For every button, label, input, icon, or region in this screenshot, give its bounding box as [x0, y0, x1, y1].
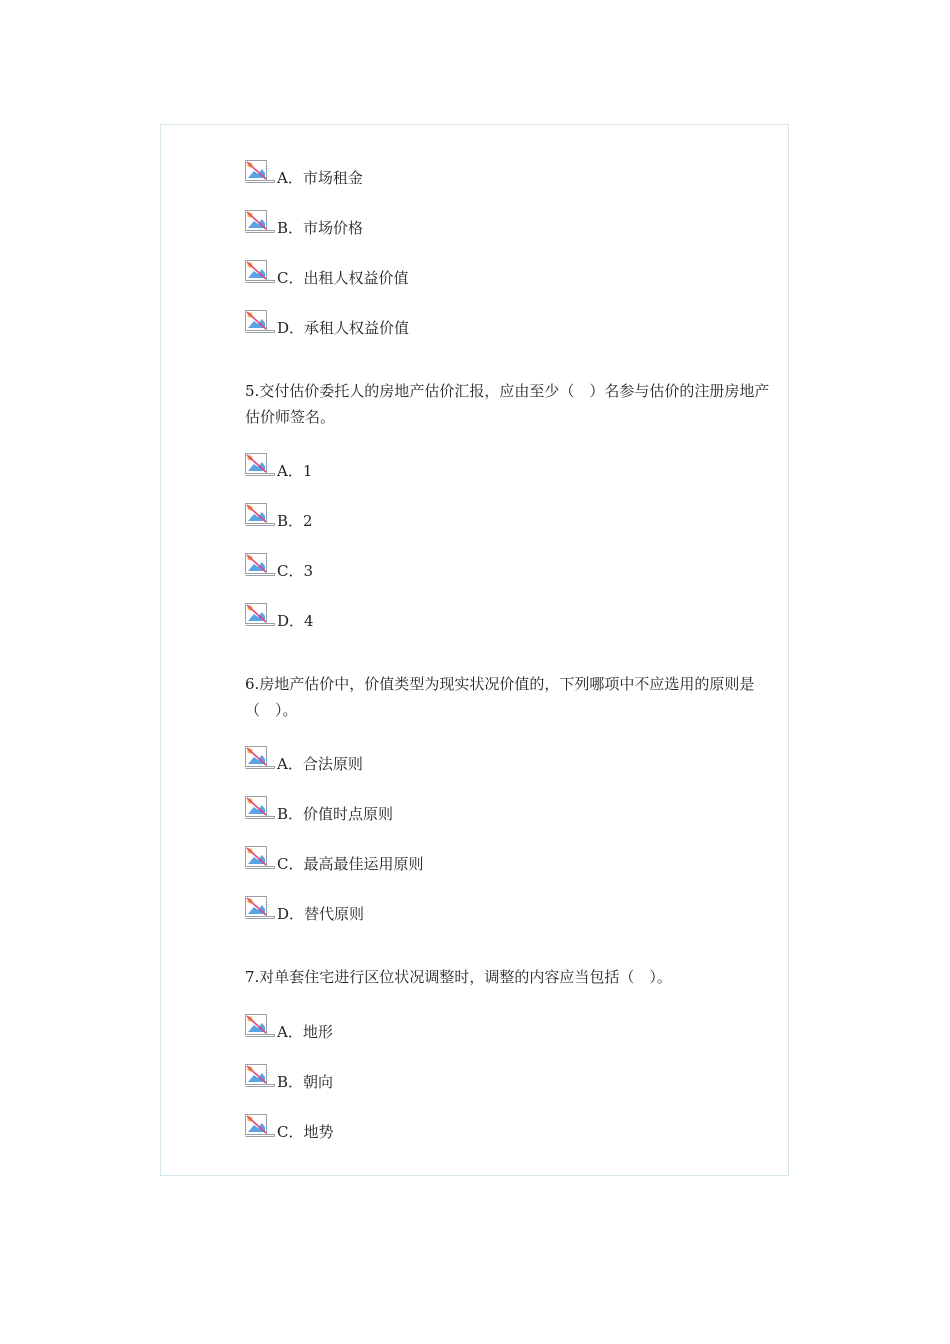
question-7: 7.对单套住宅进行区位状况调整时，调整的内容应当包括（ ）。	[245, 968, 672, 986]
broken-image-icon	[245, 160, 275, 183]
question-6: 6.房地产估价中，价值类型为现实状况价值的，下列哪项中不应选用的原则是（ ）。	[245, 675, 755, 719]
broken-image-icon	[245, 896, 275, 919]
option-text: B．2	[277, 512, 313, 530]
broken-image-icon	[245, 453, 275, 476]
broken-image-icon	[245, 503, 275, 526]
option-text: C．最高最佳运用原则	[277, 855, 424, 873]
option-text: A．1	[277, 462, 313, 480]
broken-image-icon	[245, 310, 275, 333]
broken-image-icon	[245, 603, 275, 626]
broken-image-icon	[245, 796, 275, 819]
option-text: D．4	[277, 612, 314, 630]
option-text: B．市场价格	[277, 219, 364, 237]
broken-image-icon	[245, 1014, 275, 1037]
option-text: B．朝向	[277, 1073, 334, 1091]
option-text: C．3	[277, 562, 314, 580]
option-text: C．出租人权益价值	[277, 269, 409, 287]
option-text: B．价值时点原则	[277, 805, 394, 823]
broken-image-icon	[245, 1064, 275, 1087]
option-text: A．市场租金	[277, 169, 363, 187]
question-5: 5.交付估价委托人的房地产估价汇报，应由至少（ ）名参与估价的注册房地产估价师签名。	[245, 382, 770, 426]
option-text: C．地势	[277, 1123, 334, 1141]
broken-image-icon	[245, 1114, 275, 1137]
broken-image-icon	[245, 553, 275, 576]
broken-image-icon	[245, 746, 275, 769]
option-text: D．替代原则	[277, 905, 365, 923]
option-text: A．合法原则	[277, 755, 363, 773]
option-text: A．地形	[277, 1023, 333, 1041]
broken-image-icon	[245, 260, 275, 283]
broken-image-icon	[245, 846, 275, 869]
broken-image-icon	[245, 210, 275, 233]
option-text: D．承租人权益价值	[277, 319, 410, 337]
